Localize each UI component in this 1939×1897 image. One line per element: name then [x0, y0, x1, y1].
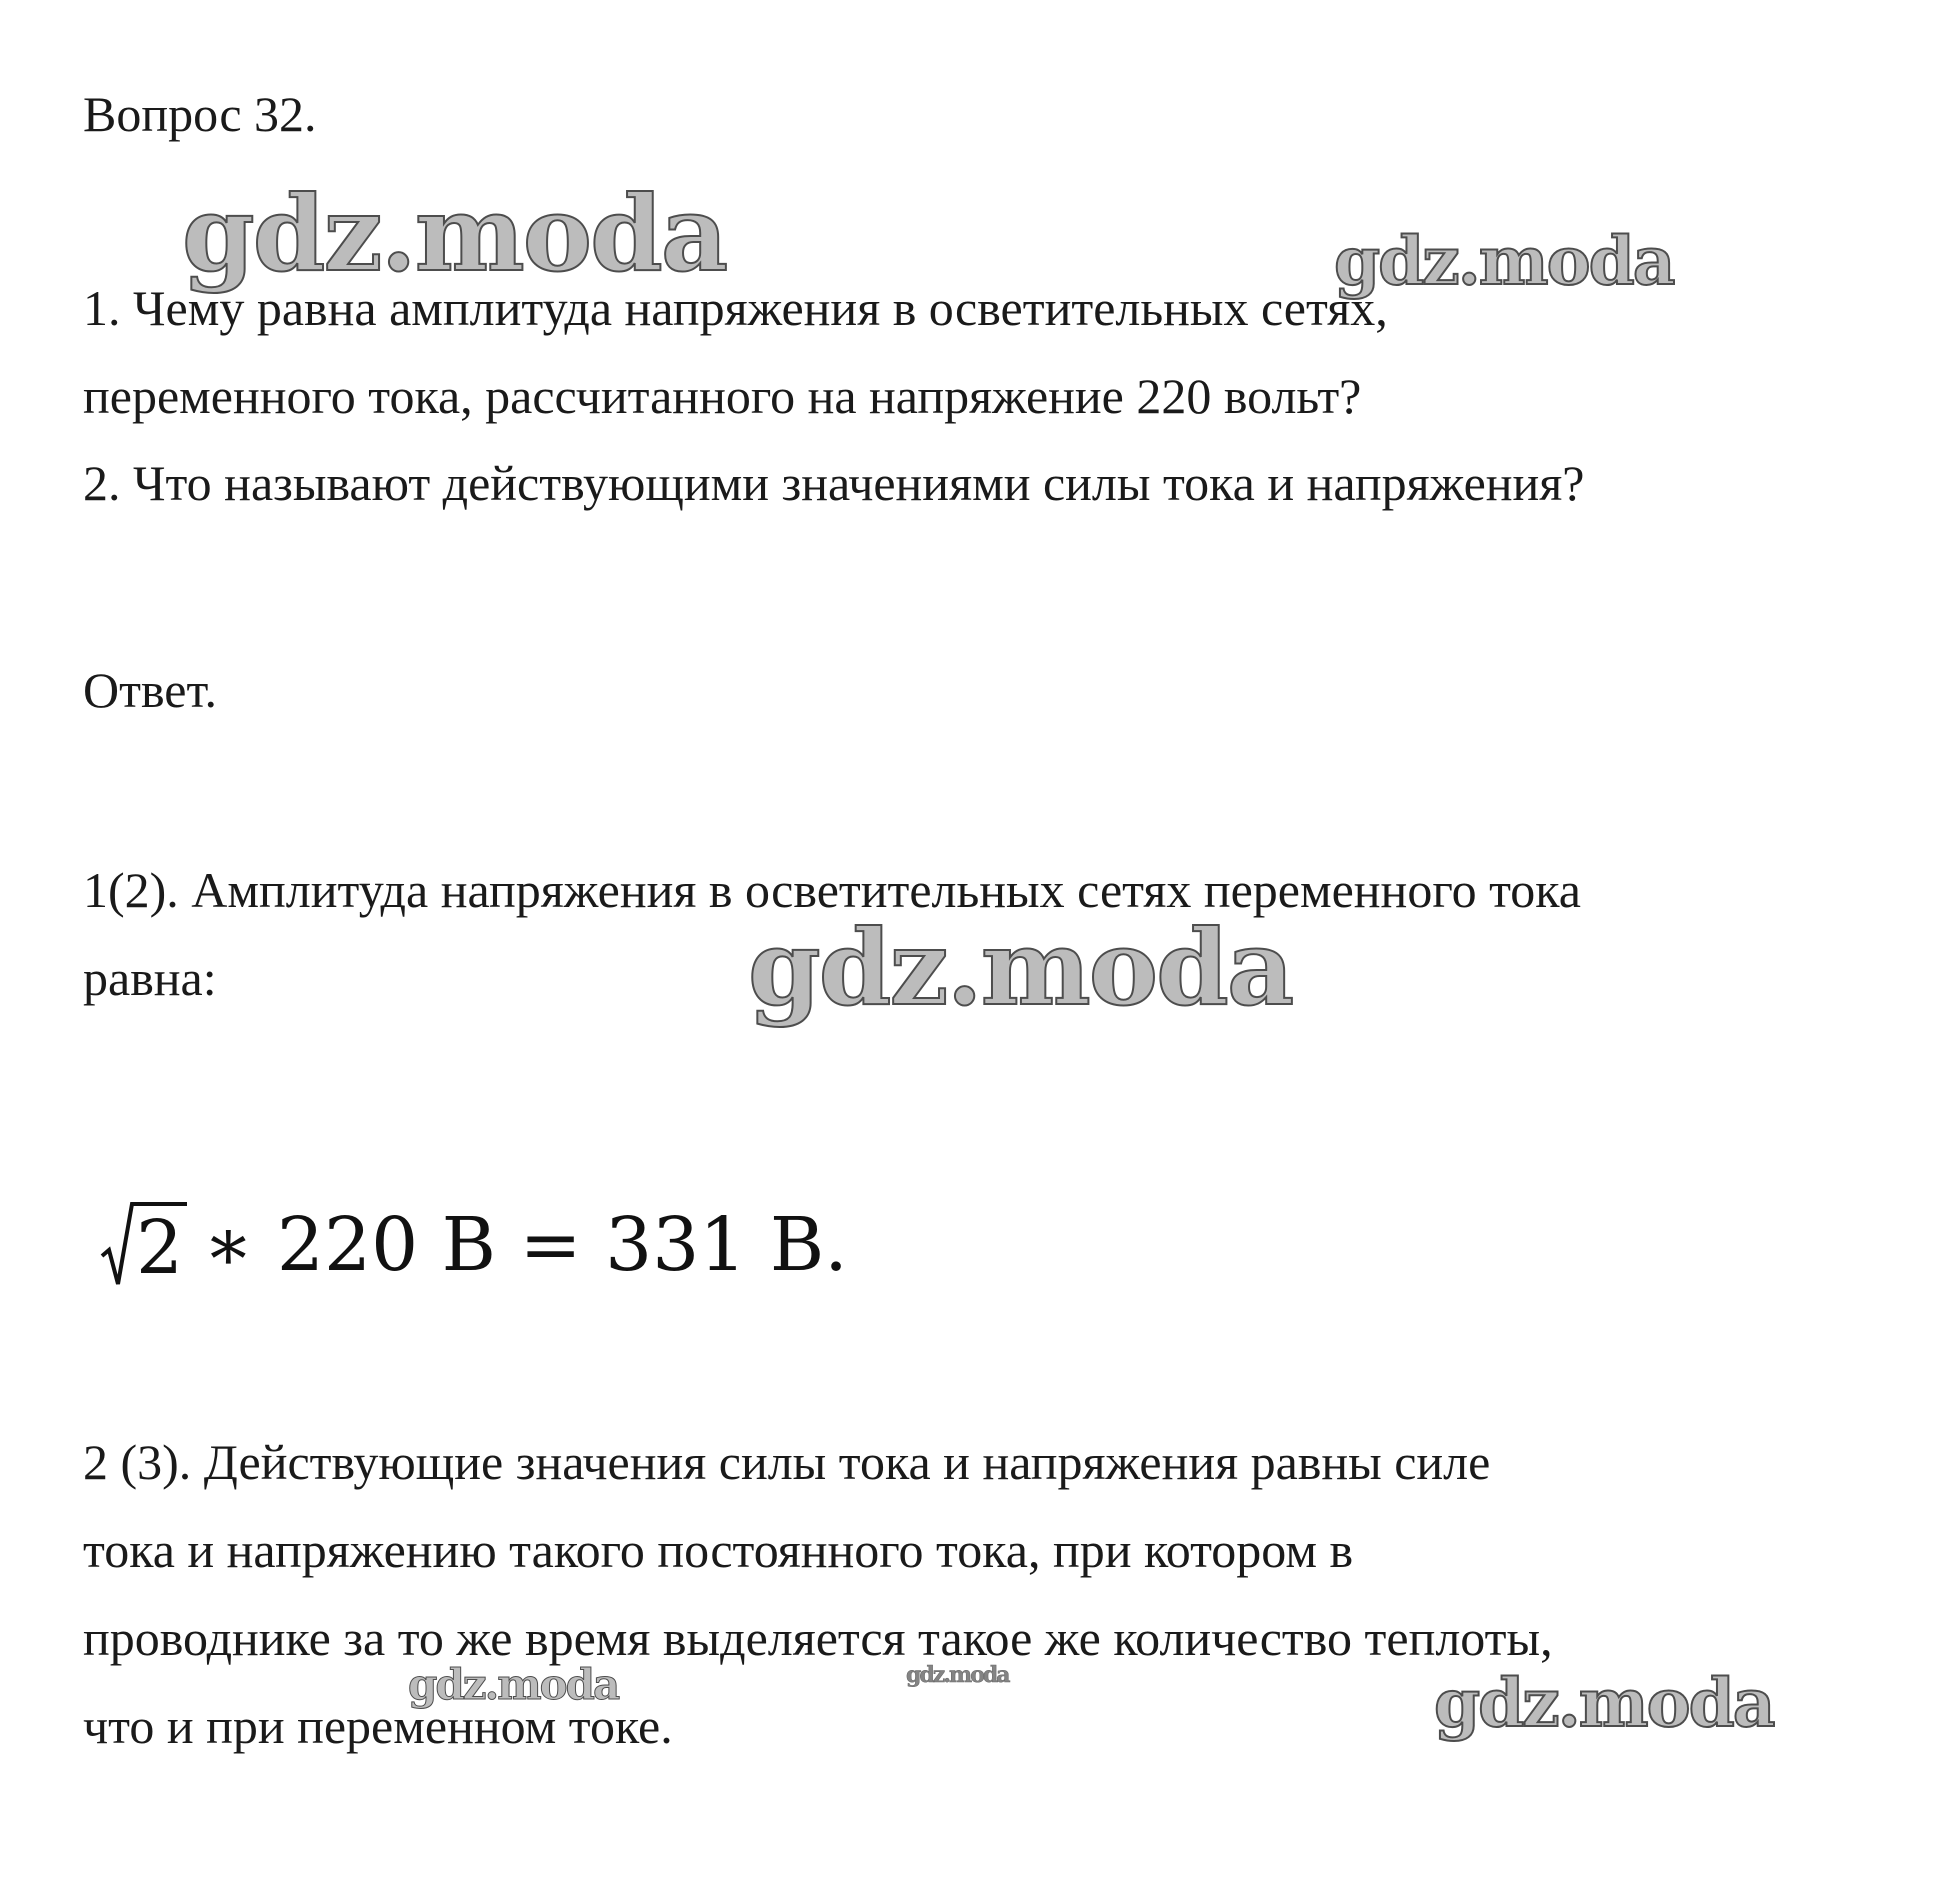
watermark: gdz.moda — [748, 906, 1293, 1029]
question-title: Вопрос 32. — [83, 86, 317, 142]
watermark: gdz.moda — [1334, 222, 1674, 300]
formula-expression: ∗ 220 В = 331 В. — [203, 1202, 848, 1288]
answer-2-line-2: тока и напряжению такого постоянного тока, при котором в — [83, 1522, 1354, 1578]
answer-2-line-1: 2 (3). Действующие значения силы тока и напряжения равны силе — [83, 1434, 1491, 1490]
formula — [100, 1190, 848, 1300]
watermark: gdz.moda — [906, 1662, 1009, 1688]
watermark: gdz.moda — [408, 1660, 619, 1709]
radical-sign-icon — [100, 1200, 134, 1290]
question-2: 2. Что называют действующими значениями силы тока и напряжения? — [83, 455, 1585, 511]
watermark: gdz.moda — [1434, 1664, 1774, 1742]
square-root — [100, 1200, 187, 1290]
watermark: gdz.moda — [182, 172, 727, 295]
formula-radicand: 2 — [134, 1202, 187, 1290]
answer-2-line-4: что и при переменном токе. — [83, 1698, 673, 1754]
question-1-line-1: 1. Чему равна амплитуда напряжения в осветительных сетях, — [83, 280, 1388, 336]
question-1-line-2: переменного тока, рассчитанного на напряжение 220 вольт? — [83, 368, 1362, 424]
answer-label: Ответ. — [83, 662, 218, 718]
answer-1-line-1: 1(2). Амплитуда напряжения в осветительных сетях переменного тока — [83, 862, 1581, 918]
answer-1-line-2: равна: — [83, 950, 217, 1006]
answer-2-line-3: проводнике за то же время выделяется такое же количество теплоты, — [83, 1610, 1553, 1666]
